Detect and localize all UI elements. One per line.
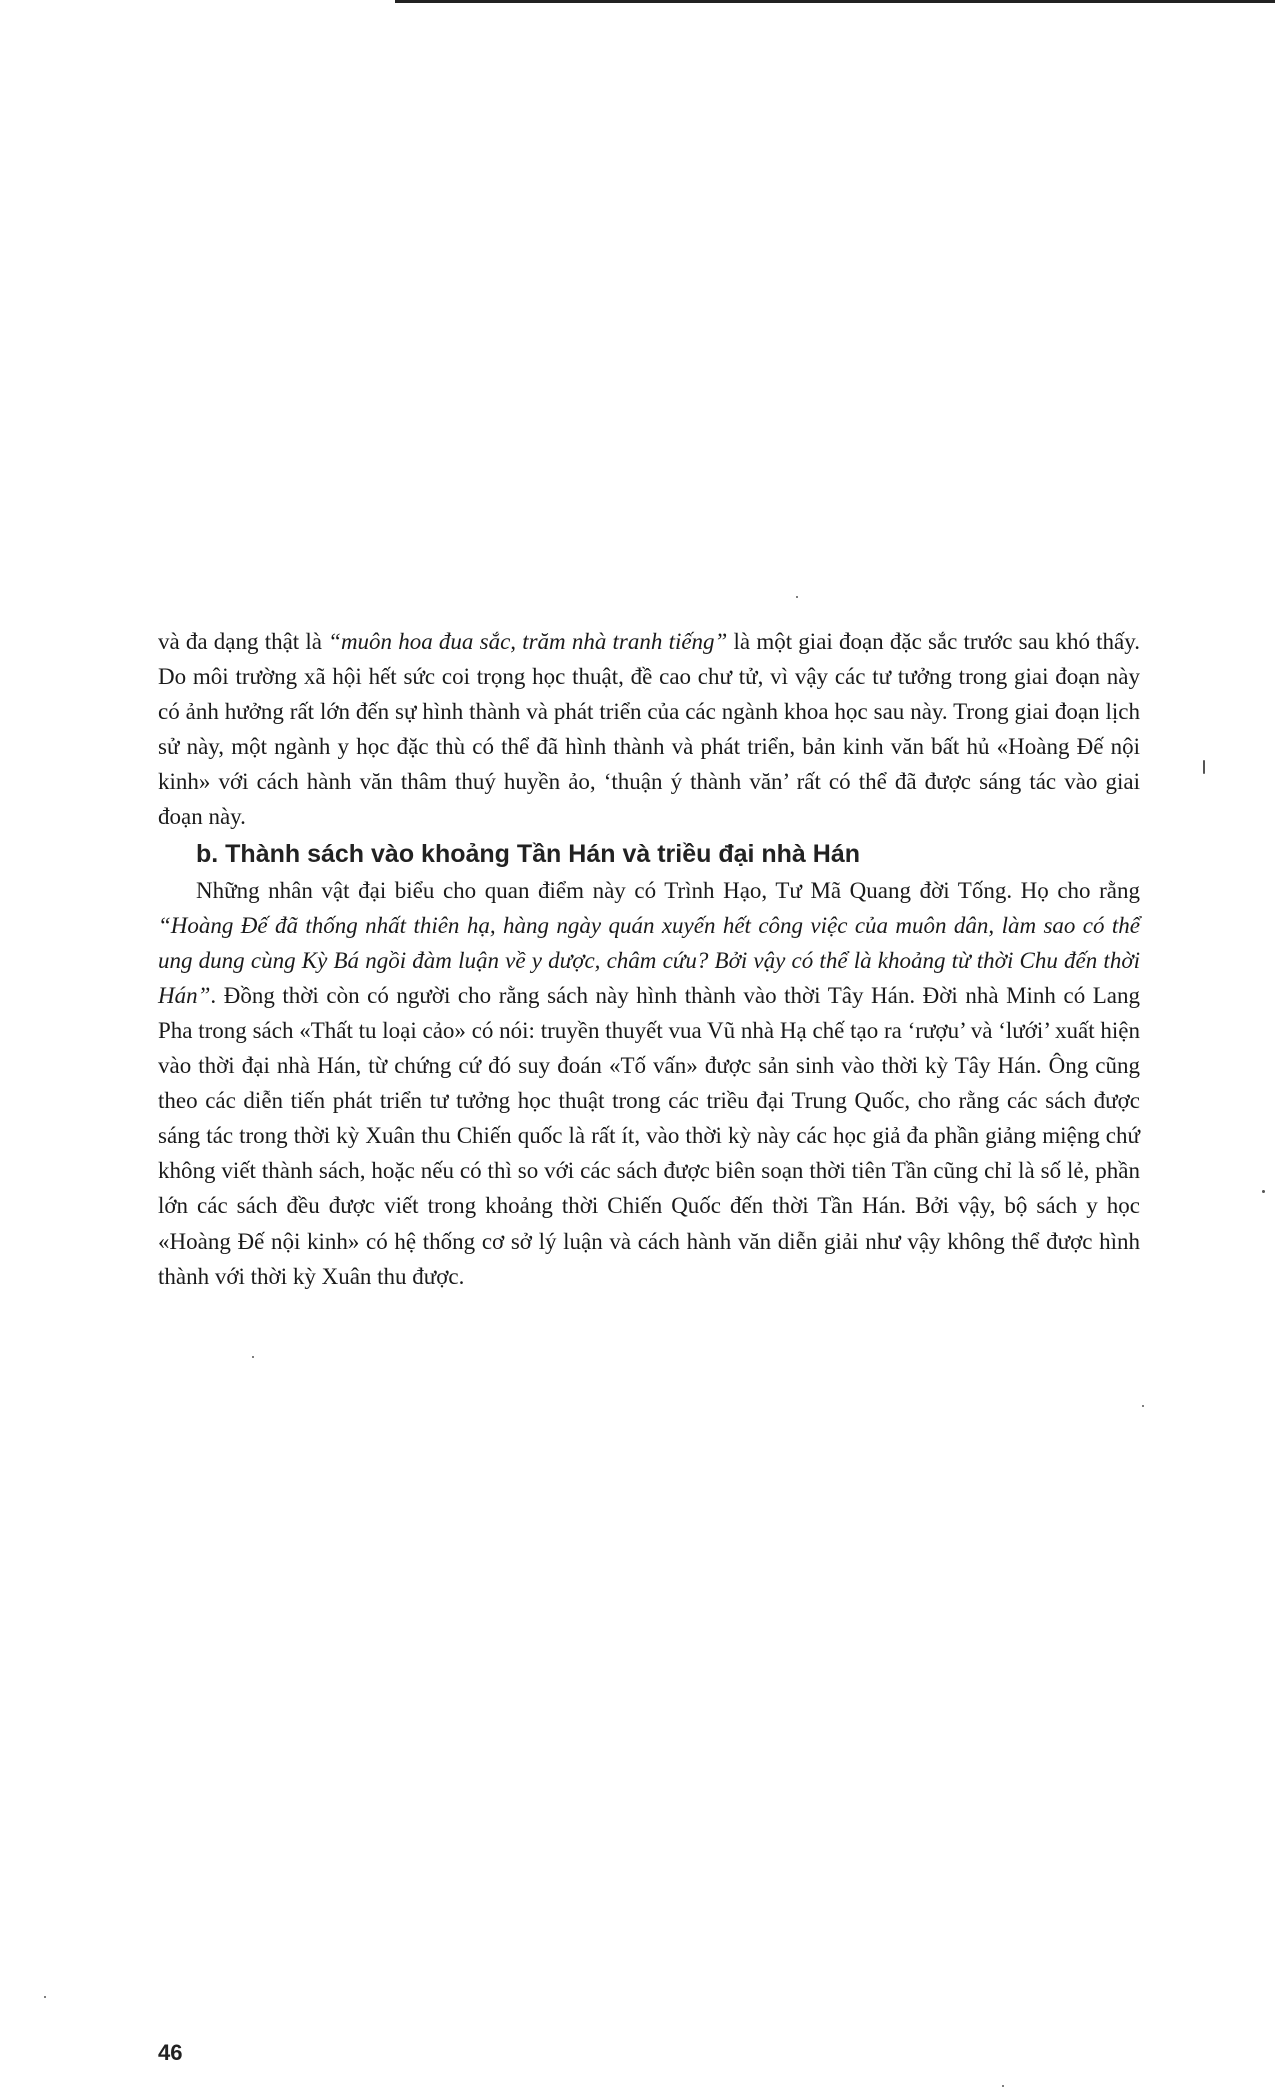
paragraph-2-quote: “Hoàng Đế đã thống nhất thiên hạ, hàng ngày quán xuyến hết công việc của muôn dân, làm sao có thể ung dung cùng Kỳ Bá ngồi đàm luận về y dược, châm cứu? Bởi vậy có thể là khoảng từ thời Chu đến thời Hán”	[158, 912, 1140, 1008]
paragraph-1-quote: “muôn hoa đua sắc, trăm nhà tranh tiếng”	[328, 629, 728, 654]
paragraph-1	[158, 624, 1140, 835]
scan-speck	[1262, 1190, 1265, 1193]
top-border-rule	[395, 0, 1275, 3]
scan-speck	[796, 596, 798, 598]
paragraph-2-text-a: Những nhân vật đại biểu cho quan điểm này có Trình Hạo, Tư Mã Quang đời Tống. Họ cho rằng	[196, 877, 1140, 903]
scan-speck	[44, 1996, 46, 1998]
paragraph-2	[158, 873, 1140, 1294]
page-number: 46	[158, 2040, 183, 2065]
paragraph-2-text-b: . Đồng thời còn có người cho rằng sách này hình thành vào thời Tây Hán. Đời nhà Minh có Lang Pha trong sách «Thất tu loại cảo» có nói: truyền thuyết vua Vũ nhà Hạ chế tạo ra ‘rượu’ và ‘lưới’ xuất hiện vào thời đại nhà Hán, từ chứng cứ đó suy đoán «Tố vấn» được sản sinh vào thời kỳ Tây Hán. Ông cũng theo các diễn tiến phát triển tư tưởng học thuật trong các triều đại Trung Quốc, cho rằng các sách được sáng tác trong thời kỳ Xuân thu Chiến quốc là rất ít, vào thời kỳ này các học giả đa phần giảng miệng chứ không viết thành sách, hoặc nếu có thì so với các sách được biên soạn thời tiên Tần cũng chỉ là số lẻ, phần lớn các sách đều được viết trong khoảng thời Chiến Quốc đến thời Tần Hán. Bởi vậy, bộ sách y học «Hoàng Đế nội kinh» có hệ thống cơ sở lý luận và cách hành văn diễn giải như vậy không thể được hình thành với thời kỳ Xuân thu được.	[158, 982, 1140, 1289]
section-heading: b. Thành sách vào khoảng Tần Hán và triều đại nhà Hán	[196, 839, 861, 868]
scan-speck	[1142, 1405, 1144, 1407]
page-body	[158, 624, 1140, 1294]
scan-speck	[1002, 2085, 1004, 2087]
scan-speck	[1203, 760, 1205, 774]
paragraph-1-text-a: và đa dạng thật là	[158, 629, 329, 654]
scan-speck	[252, 1356, 254, 1358]
paragraph-1-text-b: là một giai đoạn đặc sắc trước sau khó thấy. Do môi trường xã hội hết sức coi trọng học thuật, đề cao chư tử, vì vậy các tư tưởng trong giai đoạn này có ảnh hưởng rất lớn đến sự hình thành và phát triển của các ngành khoa học sau này. Trong giai đoạn lịch sử này, một ngành y học đặc thù có thể đã hình thành và phát triển, bản kinh văn bất hủ «Hoàng Đế nội kinh» với cách hành văn thâm thuý huyền ảo, ‘thuận ý thành văn’ rất có thể đã được sáng tác vào giai đoạn này.	[158, 629, 1140, 830]
